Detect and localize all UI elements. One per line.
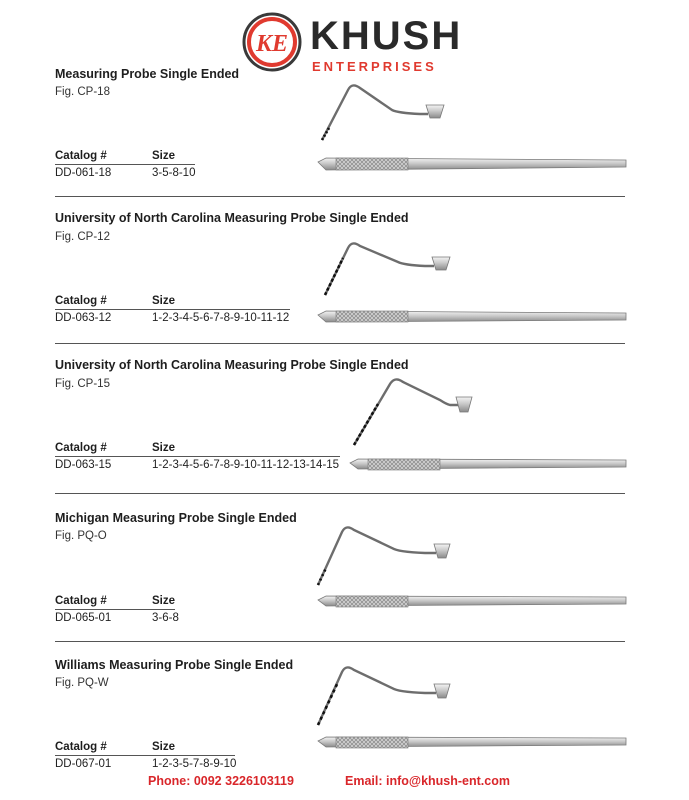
catalog-header: Catalog #: [55, 295, 107, 307]
size-value: 3-6-8: [152, 612, 179, 624]
product-figure-label: Fig. CP-18: [55, 86, 110, 98]
product-title: Measuring Probe Single Ended: [55, 67, 240, 81]
product-figure-label: Fig. CP-12: [55, 231, 110, 243]
product-title: University of North Carolina Measuring Probe Single Ended: [55, 358, 409, 372]
size-value: 1-2-3-4-5-6-7-8-9-10-11-12-13-14-15: [152, 459, 340, 471]
catalog-number: DD-061-18: [55, 167, 112, 179]
product-title: Michigan Measuring Probe Single Ended: [55, 511, 297, 525]
size-value: 1-2-3-5-7-8-9-10: [152, 758, 237, 770]
catalog-header: Catalog #: [55, 595, 107, 607]
size-header: Size: [152, 595, 176, 607]
catalog-number: DD-063-15: [55, 459, 112, 471]
size-value: 1-2-3-4-5-6-7-8-9-10-11-12: [152, 312, 290, 324]
product-figure-label: Fig. PQ-O: [55, 530, 107, 542]
logo-mark-text: KE: [255, 31, 289, 57]
size-header: Size: [152, 295, 176, 307]
catalog-header: Catalog #: [55, 150, 107, 162]
catalog-header: Catalog #: [55, 741, 107, 753]
size-value: 3-5-8-10: [152, 167, 196, 179]
product-title: University of North Carolina Measuring Probe Single Ended: [55, 211, 409, 225]
footer-email[interactable]: Email: info@khush-ent.com: [345, 774, 510, 788]
catalog-header: Catalog #: [55, 442, 107, 454]
brand-name: KHUSH: [310, 14, 463, 58]
product-figure-label: Fig. PQ-W: [55, 677, 109, 689]
product-figure-label: Fig. CP-15: [55, 378, 110, 390]
catalog-number: DD-067-01: [55, 758, 112, 770]
brand-subtitle: ENTERPRISES: [312, 59, 437, 74]
product-title: Williams Measuring Probe Single Ended: [55, 658, 294, 672]
size-header: Size: [152, 150, 176, 162]
size-header: Size: [152, 741, 176, 753]
size-header: Size: [152, 442, 176, 454]
catalog-number: DD-065-01: [55, 612, 112, 624]
catalog-number: DD-063-12: [55, 312, 112, 324]
footer-phone: Phone: 0092 3226103119: [148, 774, 294, 788]
